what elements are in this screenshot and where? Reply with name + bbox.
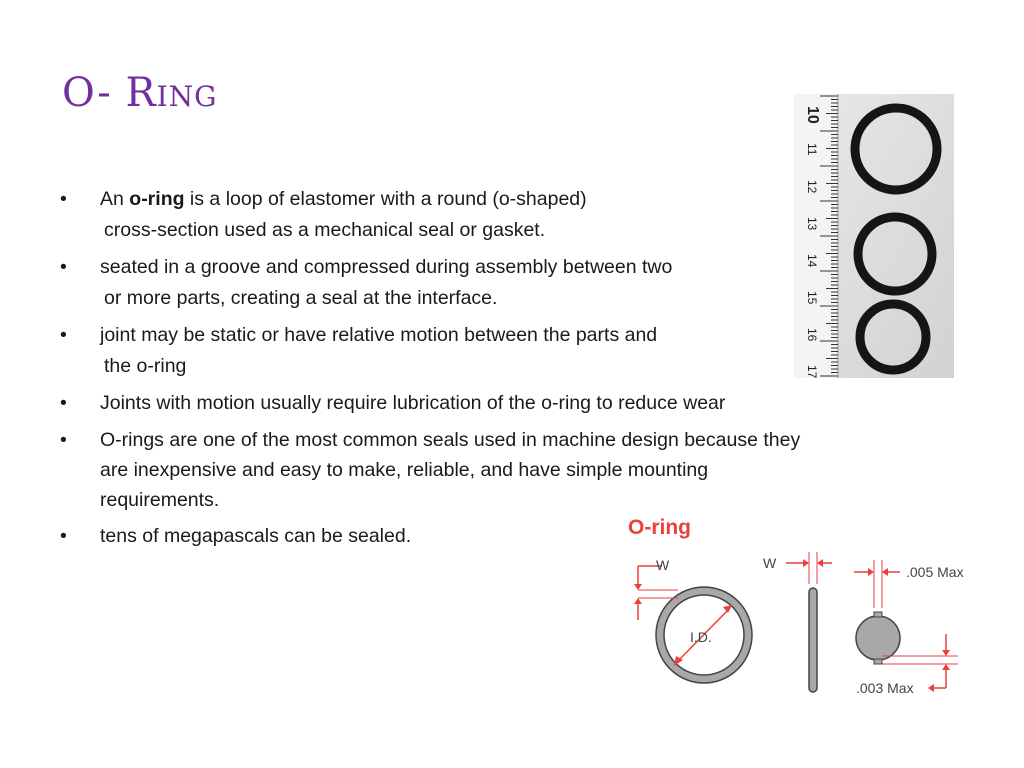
- max-003-label: .003 Max: [856, 680, 914, 696]
- bullet-marker: •: [60, 188, 67, 210]
- bullet-text-line: O-rings are one of the most common seals used in machine design because they: [100, 429, 801, 451]
- w-label-center: W: [763, 555, 777, 571]
- bullet-text-line: are inexpensive and easy to make, reliable, and have simple mounting: [100, 459, 709, 481]
- oring-photo: [794, 94, 954, 378]
- ruler-number: 14: [805, 254, 819, 268]
- bullet-marker: •: [60, 392, 67, 414]
- bullet-text: Joints with motion usually require lubrication of the o-ring to reduce wear: [100, 392, 726, 414]
- ruler-number: 15: [805, 291, 819, 305]
- bullet-item: [60, 425, 940, 515]
- oring-dimension-diagram: [618, 508, 998, 708]
- w-label-left: W: [656, 557, 670, 573]
- ruler-number: 16: [805, 328, 819, 342]
- ruler-number: 17: [805, 365, 819, 378]
- cross-section-view: [856, 616, 900, 660]
- bullet-continuation: the o-ring: [104, 355, 187, 377]
- max-005-label: .005 Max: [906, 564, 964, 580]
- bullet-text: seated in a groove and compressed during assembly between two: [100, 256, 673, 278]
- bullet-text: An o-ring is a loop of elastomer with a round (o-shaped): [100, 188, 587, 210]
- diagram-title: O-ring: [628, 516, 691, 539]
- ruler-number: 12: [805, 180, 819, 194]
- bullet-text: tens of megapascals can be sealed.: [100, 525, 412, 547]
- id-label: I.D.: [690, 629, 712, 645]
- bullet-item: [60, 388, 940, 419]
- bullet-text-line: requirements.: [100, 489, 220, 511]
- bullet-marker: •: [60, 429, 67, 451]
- ruler-number: 13: [805, 217, 819, 231]
- bullet-marker: •: [60, 525, 67, 547]
- ruler-number: 10: [804, 106, 821, 124]
- slide-title: O- Ring: [62, 70, 218, 116]
- ring-side-view: [809, 588, 817, 692]
- bullet-marker: •: [60, 324, 67, 346]
- bold-term: o-ring: [129, 188, 185, 210]
- ruler-number: 11: [805, 143, 819, 156]
- bullet-continuation: cross-section used as a mechanical seal or gasket.: [104, 219, 546, 241]
- bullet-marker: •: [60, 256, 67, 278]
- bullet-continuation: or more parts, creating a seal at the interface.: [104, 287, 498, 309]
- bullet-text: joint may be static or have relative motion between the parts and: [100, 324, 658, 346]
